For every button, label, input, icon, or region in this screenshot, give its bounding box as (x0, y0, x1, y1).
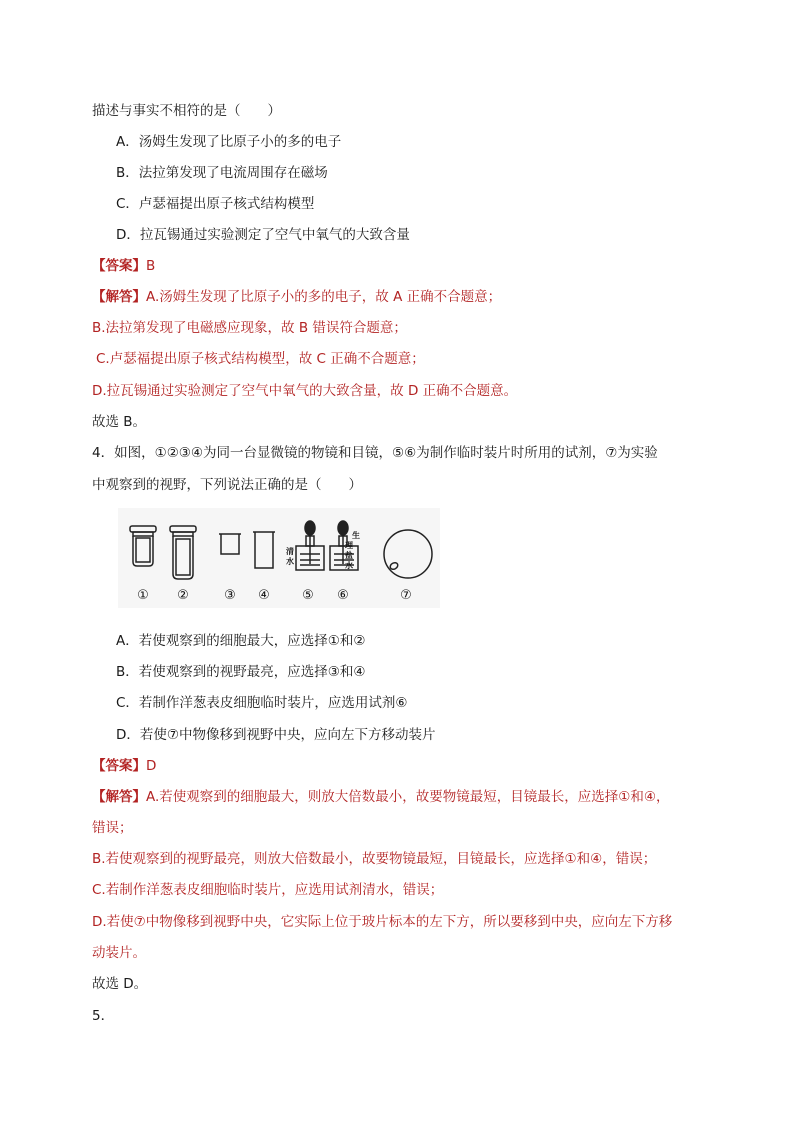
answer-tag: 【答案】 (92, 758, 146, 774)
q4-option-b: B．若使观察到的视野最亮，应选择③和④ (116, 664, 366, 680)
figure-label-3: ③ (224, 588, 236, 603)
q3-explain-a (92, 288, 501, 306)
figure-label-7: ⑦ (400, 588, 412, 603)
q4-explain-c: C.若制作洋葱表皮细胞临时装片，应选用试剂清水，错误； (92, 882, 444, 898)
q3-answer (92, 257, 155, 275)
q4-explain-a (92, 788, 670, 806)
explain-tag: 【解答】 (92, 789, 146, 805)
q4-answer (92, 757, 156, 775)
q5-number: 5． (92, 1008, 115, 1024)
figure-label-6: ⑥ (337, 588, 349, 603)
objective-lens-2-icon (170, 526, 196, 579)
q3-stem: 描述与事实不相符的是（ ） (92, 103, 281, 119)
q4-option-d: D．若使⑦中物像移到视野中央，应向左下方移动装片 (116, 727, 436, 743)
explain-tag: 【解答】 (92, 289, 146, 305)
dropper-bulb-6-icon (338, 521, 348, 535)
bottle-6-label-3: 盐 (345, 551, 353, 560)
q3-explain-b: B.法拉第发现了电磁感应现象，故 B 错误符合题意； (92, 320, 407, 336)
eyepiece-3-icon (219, 534, 241, 554)
dropper-bottle-5-icon (296, 536, 324, 570)
q4-stem-line2: 中观察到的视野，下列说法正确的是（ ） (92, 477, 362, 493)
q4-explain-a-cont: 错误； (92, 820, 133, 836)
explain-text: A.汤姆生发现了比原子小的多的电子，故 A 正确不合题意； (146, 289, 502, 305)
q4-explain-d: D.若使⑦中物像移到视野中央，它实际上位于玻片标本的左下方，所以要移到中央，应向左下方移 (92, 914, 673, 930)
bottle-6-label-2: 理 (345, 541, 353, 550)
figure-label-2: ② (177, 588, 189, 603)
microscope-figure-svg (118, 508, 440, 608)
figure-label-4: ④ (258, 588, 270, 603)
bottle-5-label-1: 清 (286, 547, 294, 556)
q4-explain-d-cont: 动装片。 (92, 945, 146, 961)
q3-option-a: A．汤姆生发现了比原子小的多的电子 (116, 134, 342, 150)
dropper-bulb-5-icon (305, 521, 315, 535)
eyepiece-4-icon (253, 532, 275, 568)
dropper-bottle-6-icon (330, 536, 358, 570)
answer-value: B (146, 258, 156, 274)
bottle-5-label-2: 水 (286, 557, 294, 566)
q3-explain-c: C.卢瑟福提出原子核式结构模型，故 C 正确不合题意； (96, 351, 425, 367)
bottle-6-label-4: 水 (345, 561, 353, 570)
q4-stem-line1: 4．如图，①②③④为同一台显微镜的物镜和目镜，⑤⑥为制作临时装片时所用的试剂，⑦为实验 (92, 445, 658, 461)
microscope-figure (118, 508, 440, 608)
q3-explain-d: D.拉瓦锡通过实验测定了空气中氧气的大致含量，故 D 正确不合题意。 (92, 383, 518, 399)
explain-text: A.若使观察到的细胞最大，则放大倍数最小，故要物镜最短，目镜最长，应选择①和④， (146, 789, 670, 805)
figure-label-1: ① (137, 588, 149, 603)
q3-option-c: C．卢瑟福提出原子核式结构模型 (116, 196, 315, 212)
q4-explain-b: B.若使观察到的视野最亮，则放大倍数最小，故要物镜最短，目镜最长，应选择①和④，错误； (92, 851, 657, 867)
q3-option-d: D．拉瓦锡通过实验测定了空气中氧气的大致含量 (116, 227, 410, 243)
bottle-6-label-1: 生 (352, 531, 360, 540)
answer-tag: 【答案】 (92, 258, 146, 274)
q4-option-a: A．若使观察到的细胞最大，应选择①和② (116, 633, 366, 649)
answer-value: D (146, 758, 157, 774)
field-of-view-7-icon (384, 530, 432, 578)
objective-lens-1-icon (130, 526, 156, 566)
q4-conclusion: 故选 D。 (92, 976, 148, 992)
q3-conclusion: 故选 B。 (92, 414, 147, 430)
q3-option-b: B．法拉第发现了电流周围存在磁场 (116, 165, 328, 181)
q4-option-c: C．若制作洋葱表皮细胞临时装片，应选用试剂⑥ (116, 695, 408, 711)
figure-label-5: ⑤ (302, 588, 314, 603)
